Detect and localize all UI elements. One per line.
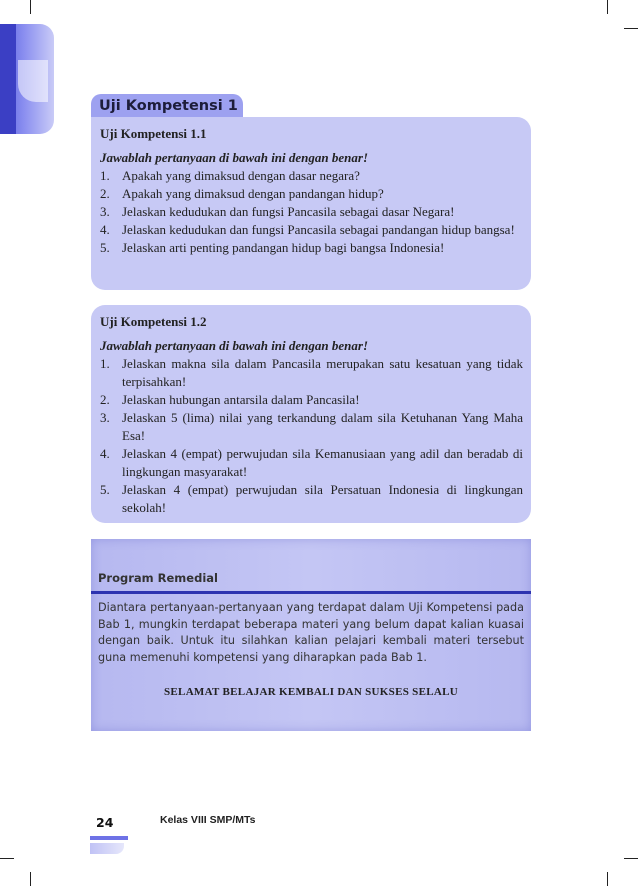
question-item	[100, 445, 523, 481]
crop-mark	[607, 0, 608, 14]
question-item	[100, 221, 523, 239]
question-number: 2.	[100, 392, 110, 407]
instruction: Jawablah pertanyaan di bawah ini dengan benar!	[100, 338, 368, 353]
question-number: 4.	[100, 446, 110, 461]
section-header: Uji Kompetensi 1	[91, 94, 243, 118]
crop-mark	[624, 28, 638, 29]
question-text: Jelaskan hubungan antarsila dalam Pancasila!	[122, 392, 360, 407]
question-text: Jelaskan 4 (empat) perwujudan sila Kemanusiaan yang adil dan beradab di lingkungan masyarakat!	[122, 446, 523, 479]
question-text: Jelaskan 5 (lima) nilai yang terkandung dalam sila Ketuhanan Yang Maha Esa!	[122, 410, 523, 443]
question-item	[100, 391, 523, 409]
box-title: Uji Kompetensi 1.2	[100, 314, 207, 329]
instruction: Jawablah pertanyaan di bawah ini dengan benar!	[100, 150, 368, 165]
competency-box-1-2	[91, 305, 531, 523]
decorative-side-tab-highlight	[18, 60, 48, 102]
question-number: 1.	[100, 356, 110, 371]
question-item	[100, 481, 523, 517]
crop-mark	[607, 872, 608, 886]
question-number: 1.	[100, 168, 110, 183]
remedial-title: Program Remedial	[98, 571, 218, 585]
competency-box-1-1	[91, 117, 531, 290]
footer-accent-block	[90, 843, 124, 854]
question-item	[100, 409, 523, 445]
question-list	[100, 355, 523, 517]
page-number: 24	[96, 815, 114, 830]
crop-mark	[30, 0, 31, 14]
question-number: 5.	[100, 240, 110, 255]
crop-mark	[624, 858, 638, 859]
crop-mark	[30, 872, 31, 886]
question-number: 3.	[100, 204, 110, 219]
question-text: Apakah yang dimaksud dengan dasar negara?	[122, 168, 360, 183]
question-number: 5.	[100, 482, 110, 497]
remedial-text: Diantara pertanyaan-pertanyaan yang terdapat dalam Uji Kompetensi pada Bab 1, mungkin terdapat beberapa materi yang belum dapat kalian kuasai dengan baik. Untuk itu silahkan kalian pelajari kembali materi tersebut guna memenuhi kompetensi yang diharapkan pada Bab 1.	[98, 601, 524, 664]
question-text: Jelaskan arti penting pandangan hidup bagi bangsa Indonesia!	[122, 240, 445, 255]
crop-mark	[0, 858, 14, 859]
question-text: Jelaskan kedudukan dan fungsi Pancasila sebagai dasar Negara!	[122, 204, 455, 219]
question-list	[100, 167, 523, 257]
remedial-divider	[91, 591, 531, 594]
question-item	[100, 167, 523, 185]
question-text: Jelaskan kedudukan dan fungsi Pancasila sebagai pandangan hidup bangsa!	[122, 222, 515, 237]
remedial-program-box	[91, 539, 531, 731]
question-number: 3.	[100, 410, 110, 425]
question-item	[100, 203, 523, 221]
question-item	[100, 185, 523, 203]
question-number: 2.	[100, 186, 110, 201]
footer-accent-bar	[90, 836, 128, 840]
question-item	[100, 355, 523, 391]
decorative-side-tab-edge	[0, 24, 16, 134]
book-title: Kelas VIII SMP/MTs	[160, 814, 256, 826]
question-number: 4.	[100, 222, 110, 237]
question-text: Jelaskan 4 (empat) perwujudan sila Persatuan Indonesia di lingkungan sekolah!	[122, 482, 523, 515]
box-title: Uji Kompetensi 1.1	[100, 126, 207, 141]
question-text: Jelaskan makna sila dalam Pancasila merupakan satu kesatuan yang tidak terpisahkan!	[122, 356, 523, 389]
question-item	[100, 239, 523, 257]
remedial-closing: SELAMAT BELAJAR KEMBALI DAN SUKSES SELALU	[164, 686, 458, 698]
question-text: Apakah yang dimaksud dengan pandangan hidup?	[122, 186, 384, 201]
